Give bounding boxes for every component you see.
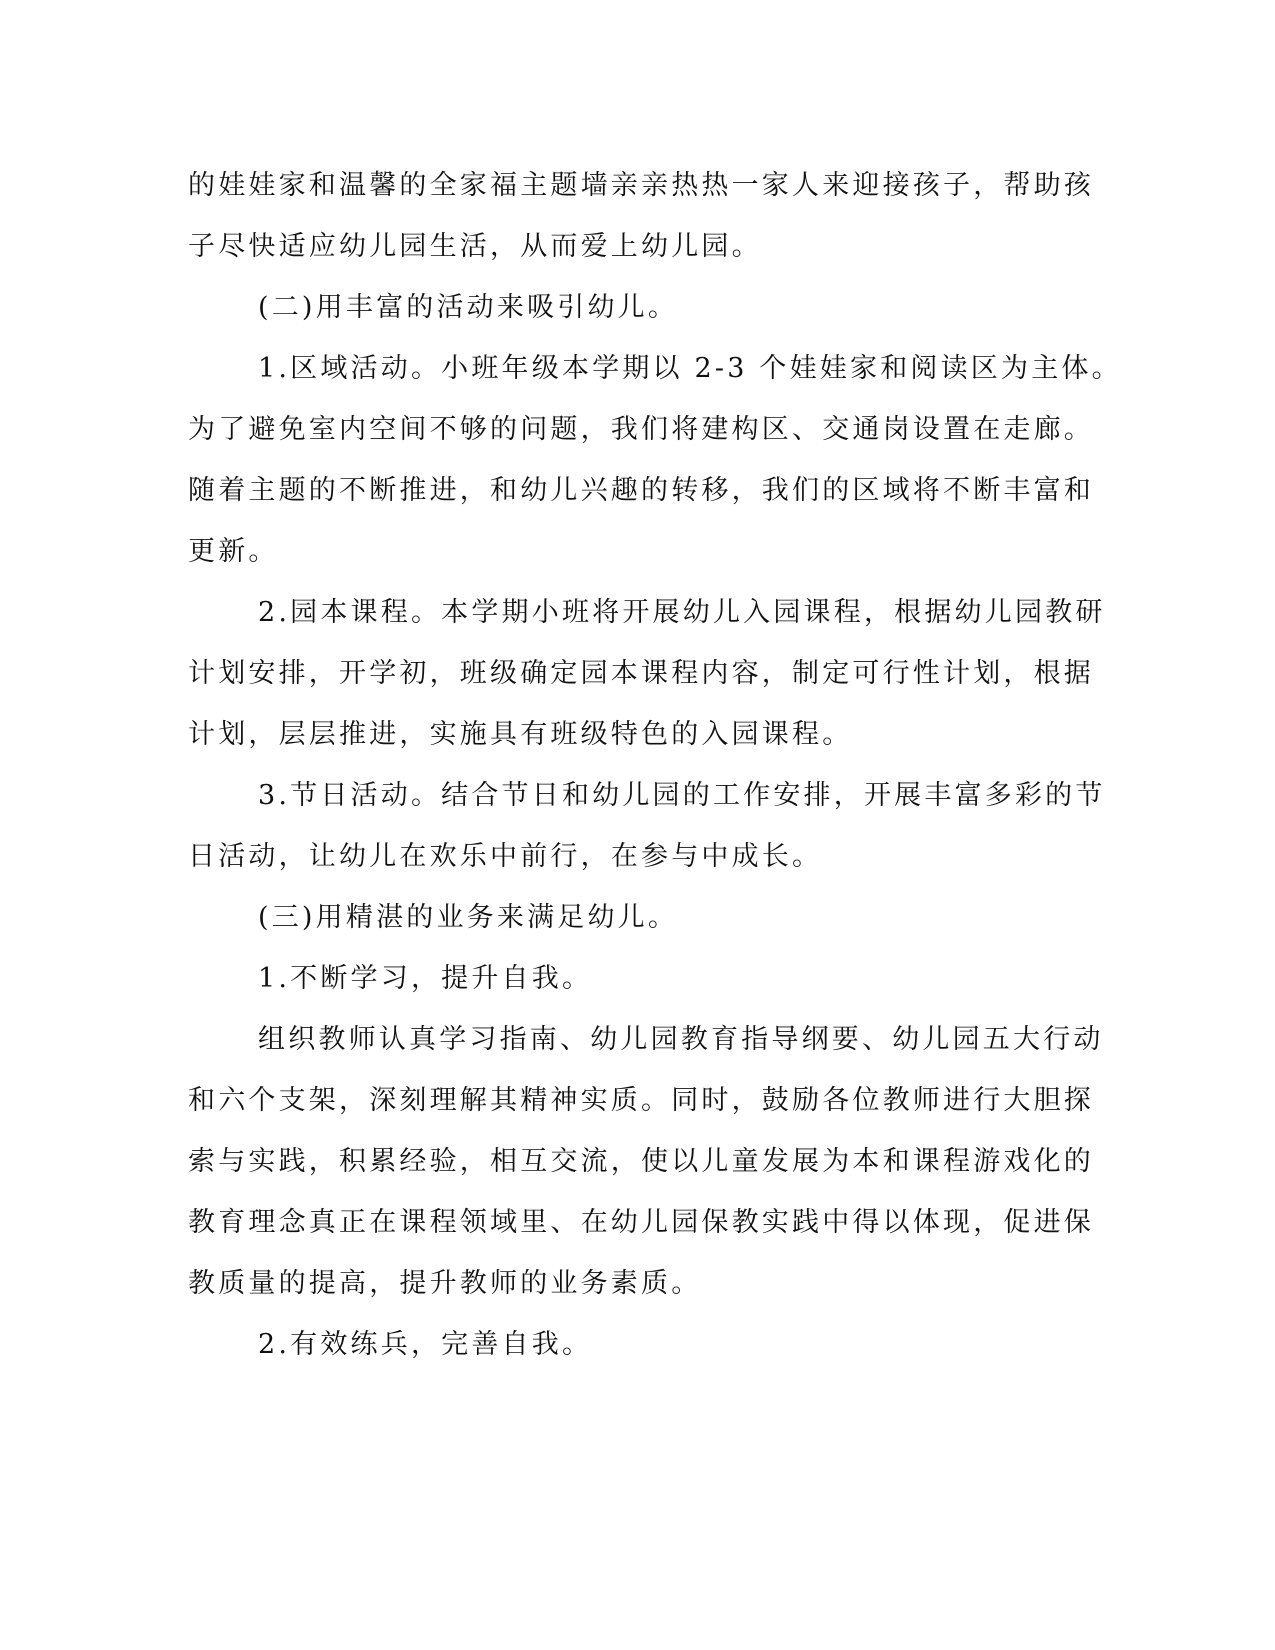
- text-line: 更新。: [188, 536, 279, 567]
- text-line: 2.园本课程。本学期小班将开展幼儿入园课程，根据幼儿园教研: [258, 597, 1106, 628]
- text-line: 教育理念真正在课程领域里、在幼儿园保教实践中得以体现，促进保: [188, 1207, 1094, 1238]
- text-line: 随着主题的不断推进，和幼儿兴趣的转移，我们的区域将不断丰富和: [188, 475, 1094, 506]
- text-line: 教质量的提高，提升教师的业务素质。: [188, 1268, 702, 1299]
- text-line: 的娃娃家和温馨的全家福主题墙亲亲热热一家人来迎接孩子，帮助孩: [188, 170, 1094, 201]
- text-line: 索与实践，积累经验，相互交流，使以儿童发展为本和课程游戏化的: [188, 1146, 1094, 1177]
- text-line: 子尽快适应幼儿园生活，从而爱上幼儿园。: [188, 231, 762, 262]
- text-line: 1.不断学习，提升自我。: [258, 963, 593, 994]
- text-line: 2.有效练兵，完善自我。: [258, 1329, 593, 1360]
- section-heading: (二)用丰富的活动来吸引幼儿。: [258, 292, 679, 323]
- text-line: 组织教师认真学习指南、幼儿园教育指导纲要、幼儿园五大行动: [258, 1024, 1104, 1055]
- text-line: 日活动，让幼儿在欢乐中前行，在参与中成长。: [188, 841, 823, 872]
- document-body: [188, 155, 1122, 1375]
- section-heading: (三)用精湛的业务来满足幼儿。: [258, 902, 679, 933]
- text-line: 和六个支架，深刻理解其精神实质。同时，鼓励各位教师进行大胆探: [188, 1085, 1094, 1116]
- text-line: 为了避免室内空间不够的问题，我们将建构区、交通岗设置在走廊。: [188, 414, 1094, 445]
- text-line: 1.区域活动。小班年级本学期以 2-3 个娃娃家和阅读区为主体。: [258, 353, 1122, 384]
- text-line: 计划安排，开学初，班级确定园本课程内容，制定可行性计划，根据: [188, 658, 1094, 689]
- text-line: 3.节日活动。结合节日和幼儿园的工作安排，开展丰富多彩的节: [258, 780, 1106, 811]
- text-line: 计划，层层推进，实施具有班级特色的入园课程。: [188, 719, 853, 750]
